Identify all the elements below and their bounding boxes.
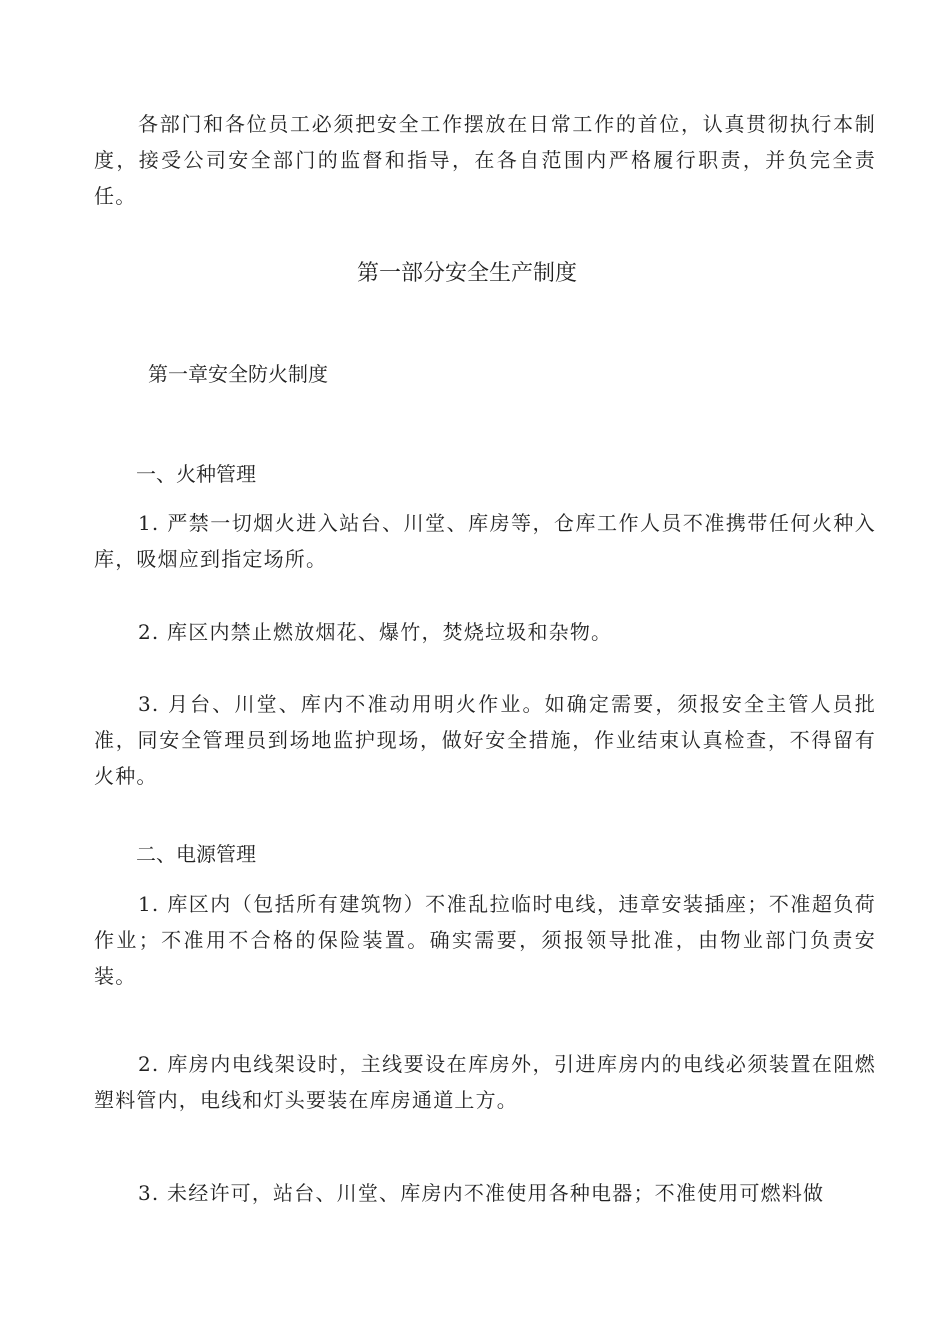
section-title-power: 二、电源管理 <box>136 842 256 866</box>
section-title-fire-source: 一、火种管理 <box>136 462 256 486</box>
power-item-3: 3. 未经许可，站台、川堂、库房内不准使用各种电器；不准使用可燃料做 <box>138 1181 825 1205</box>
power-item-1: 1. 库区内（包括所有建筑物）不准乱拉临时电线，违章安装插座；不准超负荷作业；不准用不合格的保险装置。确实需要，须报领导批准，由物业部门负责安装。 <box>94 892 876 988</box>
fire-source-item-3: 3. 月台、川堂、库内不准动用明火作业。如确定需要，须报安全主管人员批准，同安全管理员到场地监护现场，做好安全措施，作业结束认真检查，不得留有火种。 <box>94 692 876 788</box>
fire-source-item-1: 1. 严禁一切烟火进入站台、川堂、库房等，仓库工作人员不准携带任何火种入库，吸烟应到指定场所。 <box>94 511 876 571</box>
intro-paragraph: 各部门和各位员工必须把安全工作摆放在日常工作的首位，认真贯彻执行本制度，接受公司安全部门的监督和指导，在各自范围内严格履行职责，并负完全责任。 <box>94 112 876 208</box>
fire-source-item-2: 2. 库区内禁止燃放烟花、爆竹，焚烧垃圾和杂物。 <box>138 620 613 644</box>
part-title: 第一部分安全生产制度 <box>357 261 578 286</box>
chapter-title: 第一章安全防火制度 <box>148 362 328 386</box>
power-item-2: 2. 库房内电线架设时，主线要设在库房外，引进库房内的电线必须装置在阻燃塑料管内，电线和灯头要装在库房通道上方。 <box>94 1052 876 1112</box>
